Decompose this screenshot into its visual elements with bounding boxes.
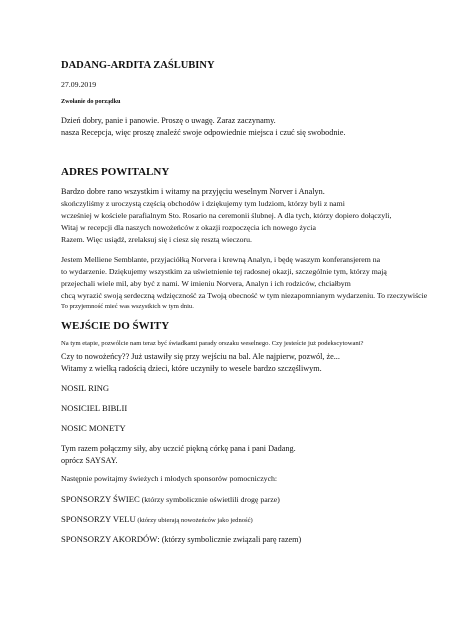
welcome-para2-line-2: to wydarzenie. Dziękujemy wszystkim za uświetnienie tej radosnej okazji, szczególnie tym, którzy mają	[61, 267, 387, 276]
sponsors-intro: Następnie powitajmy świeżych i młodych sponsorów pomocniczych:	[61, 474, 278, 483]
welcome-para2-line-3: przejechali wiele mil, aby być z nami. W imieniu Norvera, Analyn i ich rodziców, chciałbym	[61, 279, 351, 288]
call-to-order-label: Zwołanie do porządku	[61, 98, 121, 105]
parents-line-2: oprócz SAYSAY.	[61, 456, 118, 465]
welcome-para2-line-1: Jestem Melliene Semblante, przyjaciółką Norvera i krewną Analyn, i będę waszym konferansjerem na	[61, 255, 381, 264]
sponsor-candle-line	[61, 495, 280, 504]
role-bible-bearer: NOSICIEL BIBLII	[61, 403, 128, 413]
welcome-para1-line-3: wcześniej w kościele parafialnym Sto. Rosario na ceremonii ślubnej. A dla tych, którzy dopiero dołączyli,	[61, 211, 392, 220]
sponsor-veil-desc: (którzy ubierają nowożeńców jako jedność)	[135, 517, 253, 524]
welcome-para2-line-5: To przyjemność mieć was wszystkich w tym dniu.	[61, 303, 194, 310]
intro-line-1: Dzień dobry, panie i panowie. Proszę o uwagę. Zaraz zaczynamy.	[61, 116, 276, 125]
document-title: DADANG-ARDITA ZAŚLUBINY	[61, 60, 215, 71]
sponsor-veil-label: SPONSORZY VELU	[61, 514, 136, 524]
role-coin-bearer: NOSIC MONETY	[61, 423, 126, 433]
section-heading-welcome: ADRES POWITALNY	[61, 166, 170, 178]
entourage-line-2: Czy to nowożeńcy?? Już ustawiły się przy wejściu na bal. Ale najpierw, pozwól, że...	[61, 352, 340, 361]
document-date: 27.09.2019	[61, 80, 97, 89]
sponsor-candle-desc: (którzy symbolicznie oświetlili drogę parze)	[139, 495, 280, 504]
welcome-para2-line-4: chcą wyrazić swoją serdeczną wdzięczność za Twoją obecność w tym niezapomnianym wydarzeniu. To rzeczywiście	[61, 291, 428, 300]
welcome-para1-line-5: Razem. Więc usiądź, zrelaksuj się i ciesz się resztą wieczoru.	[61, 235, 252, 244]
entourage-line-3: Witamy z wielką radością dzieci, które uczyniły to wesele bardzo szczęśliwym.	[61, 364, 322, 373]
welcome-para1-line-2: skończyliśmy z uroczystą częścią obchodów i dziękujemy tym ludziom, którzy byli z nami	[61, 199, 345, 208]
intro-line-2: nasza Recepcja, więc proszę znaleźć swoje odpowiednie miejsca i czuć się swobodnie.	[61, 128, 346, 137]
sponsor-chord-desc: : (którzy symbolicznie związali parę razem)	[157, 535, 302, 544]
welcome-para1-line-1: Bardzo dobre rano wszystkim i witamy na przyjęciu weselnym Norver i Analyn.	[61, 187, 325, 196]
sponsor-veil-line	[61, 515, 253, 525]
sponsor-candle-label: SPONSORZY ŚWIEC	[61, 494, 140, 504]
sponsor-chord-line	[61, 535, 301, 544]
welcome-para1-line-4: Witaj w recepcji dla naszych nowożeńców z okazji rozpoczęcia ich nowego życia	[61, 223, 316, 232]
section-heading-entourage: WEJŚCIE DO ŚWITY	[61, 320, 170, 332]
sponsor-chord-label: SPONSORZY AKORDÓW	[61, 534, 158, 544]
role-ring-bearer: NOSIL RING	[61, 383, 110, 393]
parents-line-1: Tym razem połączmy siły, aby uczcić piękną córkę pana i pani Dadang.	[61, 444, 296, 453]
entourage-line-1: Na tym etapie, pozwólcie nam teraz być świadkami parady orszaku weselnego. Czy jesteście już podekscytowani?	[61, 340, 364, 347]
